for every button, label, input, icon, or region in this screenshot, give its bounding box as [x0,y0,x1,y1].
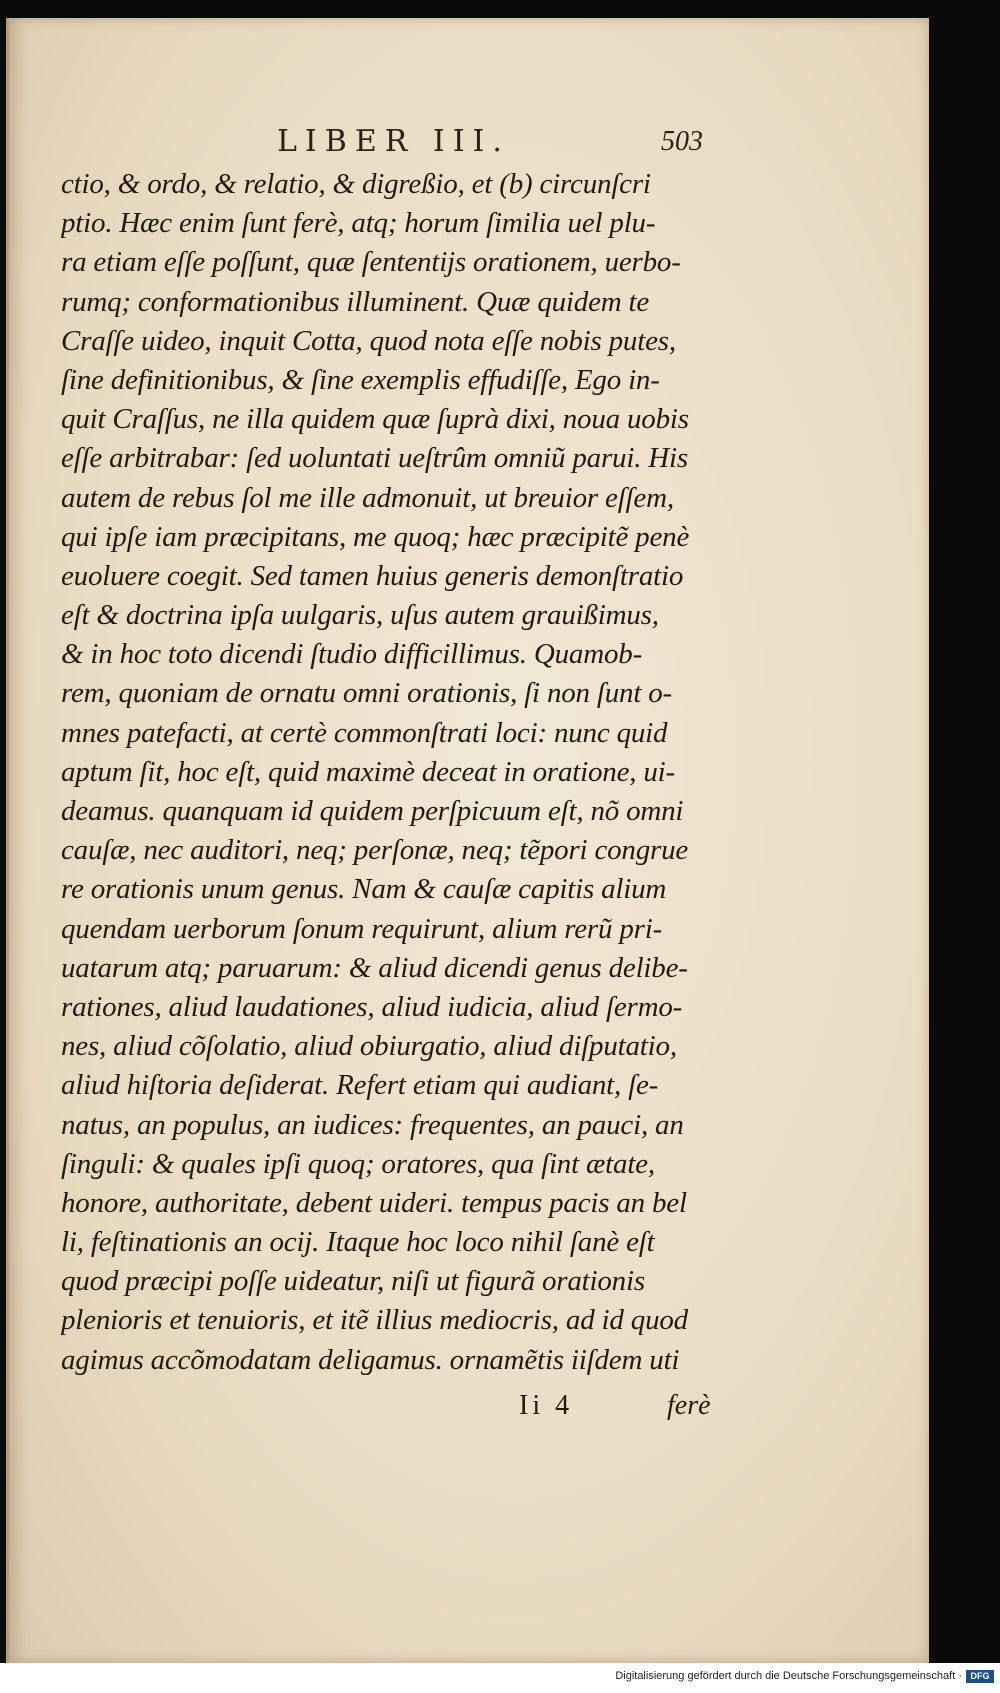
text-line: rumq; conformationibus illuminent. Quæ quidem te [61,285,650,318]
page-footer [9,1390,929,1430]
text-line: eſt & doctrina ipſa uulgaris, uſus autem grauißimus, [61,599,659,632]
book-page [6,18,929,1663]
credit-bar [0,1663,1000,1693]
text-line: aptum ſit, hoc eſt, quid maximè deceat in oratione, ui- [61,755,675,788]
body-text [61,165,721,1380]
text-line: autem de rebus ſol me ille admonuit, ut breuior eſſem, [61,481,674,514]
text-line: natus, an populus, an iudices: frequentes, an pauci, an [61,1108,684,1141]
running-title: LIBER III. [277,124,510,159]
page-number: 503 [661,126,703,157]
text-line: Craſſe uideo, inquit Cotta, quod nota eſſe nobis putes, [61,324,676,357]
text-line: ctio, & ordo, & relatio, & digreßio, et (b) circunſcri [61,168,651,200]
text-line: honore, authoritate, debent uideri. tempus pacis an bel [61,1186,687,1219]
text-line: re orationis unum genus. Nam & cauſæ capitis alium [61,873,667,906]
text-line: ra etiam eſſe poſſunt, quæ ſententijs orationem, uerbo- [61,246,681,279]
text-line: ſine definitionibus, & ſine exemplis effudiſſe, Ego in- [61,363,660,396]
text-line: deamus. quanquam id quidem perſpicuum eſt, nõ omni [61,795,684,827]
text-line: ptio. Hæc enim ſunt ferè, atq; horum ſimilia uel plu- [61,207,656,240]
text-line: li, feſtinationis an ocij. Itaque hoc loco nihil ſanè eſt [61,1226,655,1259]
text-line: ſinguli: & quales ipſi quoq; oratores, qua ſint ætate, [61,1147,655,1180]
text-line: nes, aliud cõſolatio, aliud obiurgatio, aliud diſputatio, [61,1030,677,1063]
text-line: quod præcipi poſſe uideatur, niſi ut figurã orationis [61,1265,645,1298]
catchword: ferè [667,1390,711,1421]
text-line: quit Craſſus, ne illa quidem quæ ſuprà dixi, noua uobis [61,403,689,436]
text-line: & in hoc toto dicendi ſtudio difficillimus. Quamob- [61,638,643,671]
dfg-logo-icon: DFG [966,1670,994,1683]
text-line: rationes, aliud laudationes, aliud iudicia, aliud ſermo- [61,990,683,1023]
text-line: quendam uerborum ſonum requirunt, alium rerũ pri- [61,912,663,945]
page-header [9,114,929,164]
text-line: mnes patefacti, at certè commonſtrati loci: nunc quid [61,716,668,749]
text-line: agimus accõmodatam deligamus. ornamẽtis iiſdem uti [61,1343,680,1376]
text-line: plenioris et tenuioris, et itẽ illius mediocris, ad id quod [61,1304,688,1337]
text-line: cauſæ, nec auditori, neq; perſonæ, neq; tẽpori congrue [61,834,689,867]
text-line: rem, quoniam de ornatu omni orationis, ſi non ſunt o- [61,677,673,710]
credit-text: Digitalisierung gefördert durch die Deutsche Forschungsgemeinschaft · [615,1670,962,1682]
text-line: aliud hiſtoria deſiderat. Refert etiam qui audiant, ſe- [61,1069,659,1102]
text-line: eſſe arbitrabar: ſed uoluntati ueſtrûm omniũ parui. His [61,442,688,475]
signature-mark: Ii 4 [519,1390,574,1421]
text-line: qui ipſe iam præcipitans, me quoq; hæc præcipitẽ penè [61,520,690,553]
text-line: uatarum atq; paruarum: & aliud dicendi genus delibe- [61,951,688,984]
text-line: euoluere coegit. Sed tamen huius generis demonſtratio [61,559,684,592]
